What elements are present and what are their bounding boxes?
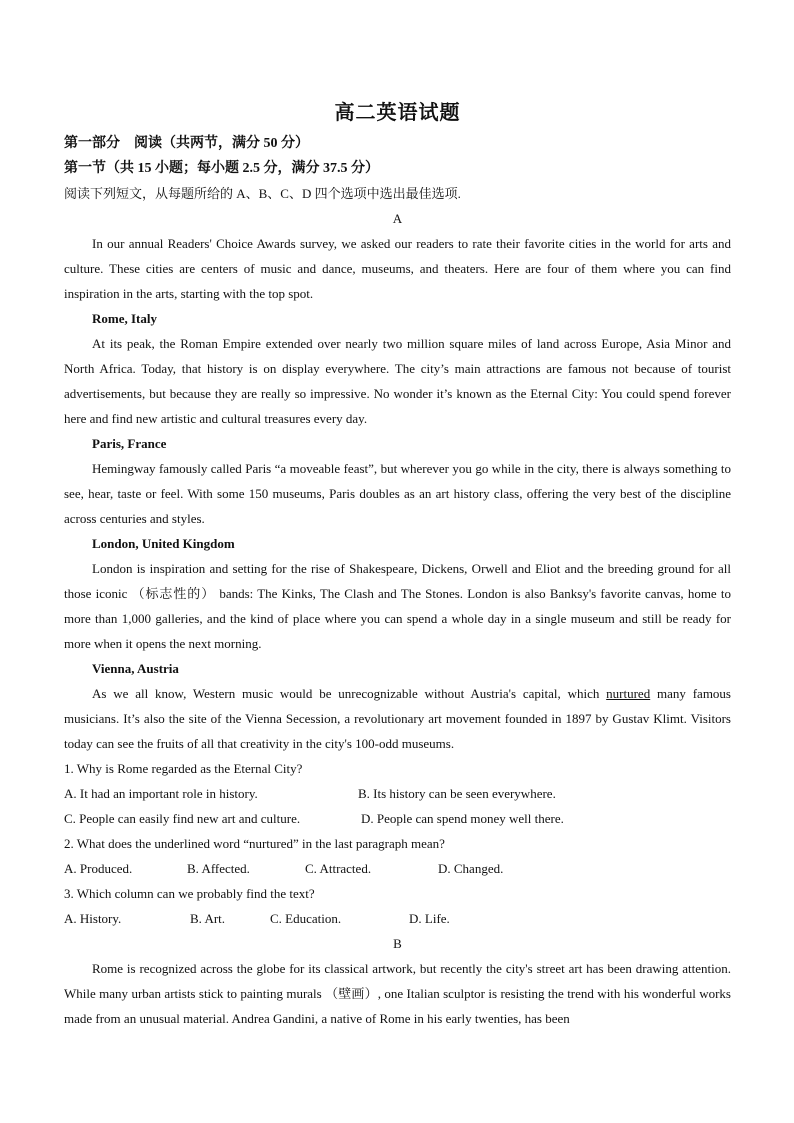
passage-a-intro: In our annual Readers' Choice Awards survey, we asked our readers to rate their favorite cities in the world for arts and culture. These cities are centers of music and dance, museums, and theaters. Here are four of them where you can find inspiration in the arts, starting with the top spot.: [64, 236, 731, 301]
passage-a-letter: A: [392, 211, 403, 226]
underlined-word: nurtured: [606, 686, 651, 701]
q2-options-row: [64, 856, 731, 881]
london-paragraph: London is inspiration and setting for the rise of Shakespeare, Dickens, Orwell and Eliot and the breeding ground for all those iconic （标志性的） bands: The Kinks, The Clash and The Stones. London is also Banksy's favorite canvas, home to more than 1,000 galleries, and the kind of place where you can spend a whole day in a single museum and still be ready for more when it opens the next morning.: [64, 561, 731, 651]
rome-heading: Rome, Italy: [92, 311, 157, 326]
q1-option-b: B. Its history can be seen everywhere.: [358, 786, 556, 801]
q2-option-a: A. Produced.: [64, 861, 133, 876]
page-title: 高二英语试题: [334, 102, 461, 124]
vienna-paragraph: [64, 681, 731, 756]
q1-option-a: A. It had an important role in history.: [64, 786, 258, 801]
vienna-heading: Vienna, Austria: [92, 661, 179, 676]
part-heading: 第一部分 阅读（共两节，满分 50 分）: [64, 136, 309, 151]
passage-b-paragraph: Rome is recognized across the globe for its classical artwork, but recently the city's street art has been drawing attention. While many urban artists stick to painting murals （壁画）, one Italian sculptor is resisting the trend with his wonderful works made from an unusual material. Andrea Gandini, a native of Rome in his early twenties, has been: [64, 961, 731, 1026]
q2-option-c: C. Attracted.: [305, 861, 372, 876]
q3-option-c: C. Education.: [270, 911, 342, 926]
q2-option-b: B. Affected.: [187, 861, 250, 876]
q1-option-c: C. People can easily find new art and culture.: [64, 811, 301, 826]
paris-heading: Paris, France: [92, 436, 167, 451]
exam-page: [64, 96, 731, 1031]
q3-option-a: A. History.: [64, 911, 122, 926]
section-heading: 第一节（共 15 小题；每小题 2.5 分，满分 37.5 分）: [64, 161, 379, 176]
q1-options-row-1: [64, 781, 731, 806]
question-1: 1. Why is Rome regarded as the Eternal City?: [64, 761, 303, 776]
instruction-text: 阅读下列短文，从每题所给的 A、B、C、D 四个选项中选出最佳选项.: [64, 186, 461, 201]
paris-paragraph: Hemingway famously called Paris “a moveable feast”, but wherever you go while in the city, there is always something to see, hear, taste or feel. With some 150 museums, Paris doubles as an art history class, offering the very best of the discipline across centuries and styles.: [64, 461, 731, 526]
london-heading: London, United Kingdom: [92, 536, 235, 551]
q1-options-row-2: [64, 806, 731, 831]
passage-b-letter: B: [393, 936, 402, 951]
q3-options-row: [64, 906, 731, 931]
q3-option-b: B. Art.: [190, 911, 226, 926]
vienna-text-end: many famous musicians. It’s also the site of the Vienna Secession, a revolutionary art movement founded in 1897 by Gustav Klimt. Visitors today can see the fruits of all that creativity in the city's 100-odd museums.: [64, 686, 731, 751]
vienna-text-start: As we all know, Western music would be unrecognizable without Austria's capital, which: [92, 686, 607, 701]
question-2: 2. What does the underlined word “nurtured” in the last paragraph mean?: [64, 836, 445, 851]
rome-paragraph: At its peak, the Roman Empire extended over nearly two million square miles of land across Europe, Asia Minor and North Africa. Today, that history is on display everywhere. The city’s main attractions are famous not because of tourist advertisements, but because they are really so impressive. No wonder it’s known as the Eternal City: You could spend forever here and find new artistic and cultural treasures every day.: [64, 336, 731, 426]
q1-option-d: D. People can spend money well there.: [361, 811, 564, 826]
question-3: 3. Which column can we probably find the text?: [64, 886, 315, 901]
q2-option-d: D. Changed.: [438, 861, 504, 876]
q3-option-d: D. Life.: [409, 911, 450, 926]
